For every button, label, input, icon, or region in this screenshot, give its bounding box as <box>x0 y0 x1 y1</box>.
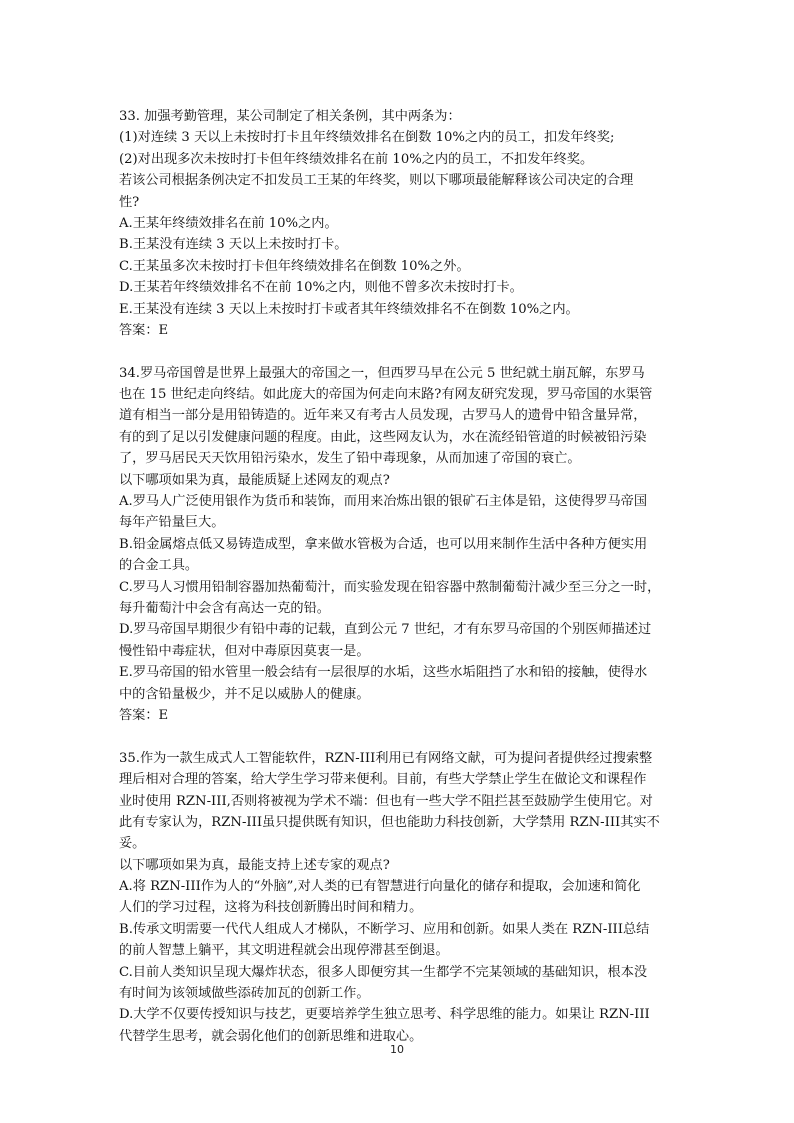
text-line: 慢性铅中毒症状，但对中毒原因莫衷一是。 <box>119 643 370 659</box>
text-line: 每年产铅量巨大。 <box>119 515 225 531</box>
text-line: 性? <box>119 194 140 210</box>
text-line: B.传承文明需要一代代人组成人才梯队，不断学习、应用和创新。如果人类在 RZN-III总结 <box>119 921 650 937</box>
text-line: 道有相当一部分是用铅铸造的。近年来又有考古人员发现，古罗马人的遗骨中铅含量异常， <box>119 408 647 424</box>
text-line: C.目前人类知识呈现大爆炸状态，很多人即便穷其一生都学不完某领域的基础知识，根本没 <box>119 964 648 980</box>
text-line: 人们的学习过程，这将为科技创新腾出时间和精力。 <box>119 900 423 916</box>
text-line: 33. 加强考勤管理，某公司制定了相关条例，其中两条为： <box>119 109 461 124</box>
question-34 <box>119 363 677 727</box>
text-line: A.将 RZN-III作为人的“外脑”,对人类的已有智慧进行向量化的储存和提取，会加速和简化 <box>119 879 641 895</box>
question-33 <box>119 106 677 341</box>
text-line: 有时间为该领域做些添砖加瓦的创新工作。 <box>119 986 370 1002</box>
question-spacer <box>119 341 677 362</box>
document-body <box>119 106 677 1047</box>
text-line: 每升葡萄汁中会含有高达一克的铅。 <box>119 600 330 616</box>
text-line: E.罗马帝国的铅水管里一般会结有一层很厚的水垢，这些水垢阻挡了水和铅的接触，使得水 <box>119 665 648 681</box>
text-line: 妥。 <box>119 836 146 852</box>
text-line: 业时使用 RZN-III,否则将被视为学术不端：但也有一些大学不阻拦甚至鼓励学生使用它。对 <box>119 793 653 809</box>
question-35 <box>119 748 677 1047</box>
text-line: 的前人智慧上躺平，其文明进程就会出现停滞甚至倒退。 <box>119 943 449 959</box>
text-line: B.铅金属熔点低又易铸造成型，拿来做水管极为合适，也可以用来制作生活中各种方便实用 <box>119 536 648 552</box>
text-line: A.王某年终绩效排名在前 10%之内。 <box>119 215 338 231</box>
text-line: D.大学不仅要传授知识与技艺，更要培养学生独立思考、科学思维的能力。如果让 RZN-III <box>119 1007 650 1023</box>
text-line: 代替学生思考，就会弱化他们的创新思维和进取心。 <box>119 1028 423 1044</box>
text-line: E.王某没有连续 3 天以上未按时打卡或者其年终绩效排名不在倒数 10%之内。 <box>119 301 579 317</box>
question-spacer <box>119 726 677 747</box>
text-line: 有的到了足以引发健康问题的程度。由此，这些网友认为，水在流经铅管道的时候被铅污染 <box>119 429 647 445</box>
text-line: 中的含铅量极少，并不足以威胁人的健康。 <box>119 686 370 702</box>
text-line: 理后相对合理的答案，给大学生学习带来便利。目前，有些大学禁止学生在做论文和课程作 <box>119 772 647 788</box>
text-line: 了，罗马居民天天饮用铅污染水，发生了铅中毒现象，从而加速了帝国的衰亡。 <box>119 451 581 467</box>
text-line: 答案：E <box>119 322 169 338</box>
text-line: B.王某没有连续 3 天以上未按时打卡。 <box>119 237 348 253</box>
text-line: A.罗马人广泛使用银作为货币和装饰，而用来冶炼出银的银矿石主体是铅，这使得罗马帝国 <box>119 494 648 510</box>
text-line: C.罗马人习惯用铅制容器加热葡萄汁，而实验发现在铅容器中熬制葡萄汁减少至三分之一时， <box>119 579 661 595</box>
text-line: 以下哪项如果为真，最能质疑上述网友的观点? <box>119 472 390 488</box>
text-line: 35.作为一款生成式人工智能软件，RZN-III利用已有网络文献，可为提问者提供经过搜索整 <box>119 750 653 766</box>
text-line: (1)对连续 3 天以上未按时打卡且年终绩效排名在倒数 10%之内的员工，扣发年终奖; <box>119 130 615 146</box>
text-line: 答案：E <box>119 707 169 723</box>
text-line: 以下哪项如果为真，最能支持上述专家的观点? <box>119 857 390 873</box>
text-line: 的合金工具。 <box>119 558 199 574</box>
text-line: 也在 15 世纪走向终结。如此庞大的帝国为何走向末路?有网友研究发现，罗马帝国的水渠管 <box>119 387 653 403</box>
text-line: 34.罗马帝国曾是世界上最强大的帝国之一，但西罗马早在公元 5 世纪就土崩瓦解，东罗马 <box>119 365 645 381</box>
text-line: D.王某若年终绩效排名不在前 10%之内，则他不曾多次未按时打卡。 <box>119 280 523 296</box>
text-line: 此有专家认为，RZN-III虽只提供既有知识，但也能助力科技创新，大学禁用 RZN-III其实不 <box>119 814 660 830</box>
page-number: 10 <box>390 1043 404 1056</box>
text-line: 若该公司根据条例决定不扣发员工王某的年终奖，则以下哪项最能解释该公司决定的合理 <box>119 173 634 189</box>
text-line: D.罗马帝国早期很少有铅中毒的记载，直到公元 7 世纪，才有东罗马帝国的个别医师描述过 <box>119 622 652 638</box>
text-line: C.王某虽多次未按时打卡但年终绩效排名在倒数 10%之外。 <box>119 258 470 274</box>
text-line: (2)对出现多次未按时打卡但年终绩效排名在前 10%之内的员工，不扣发年终奖。 <box>119 151 594 167</box>
